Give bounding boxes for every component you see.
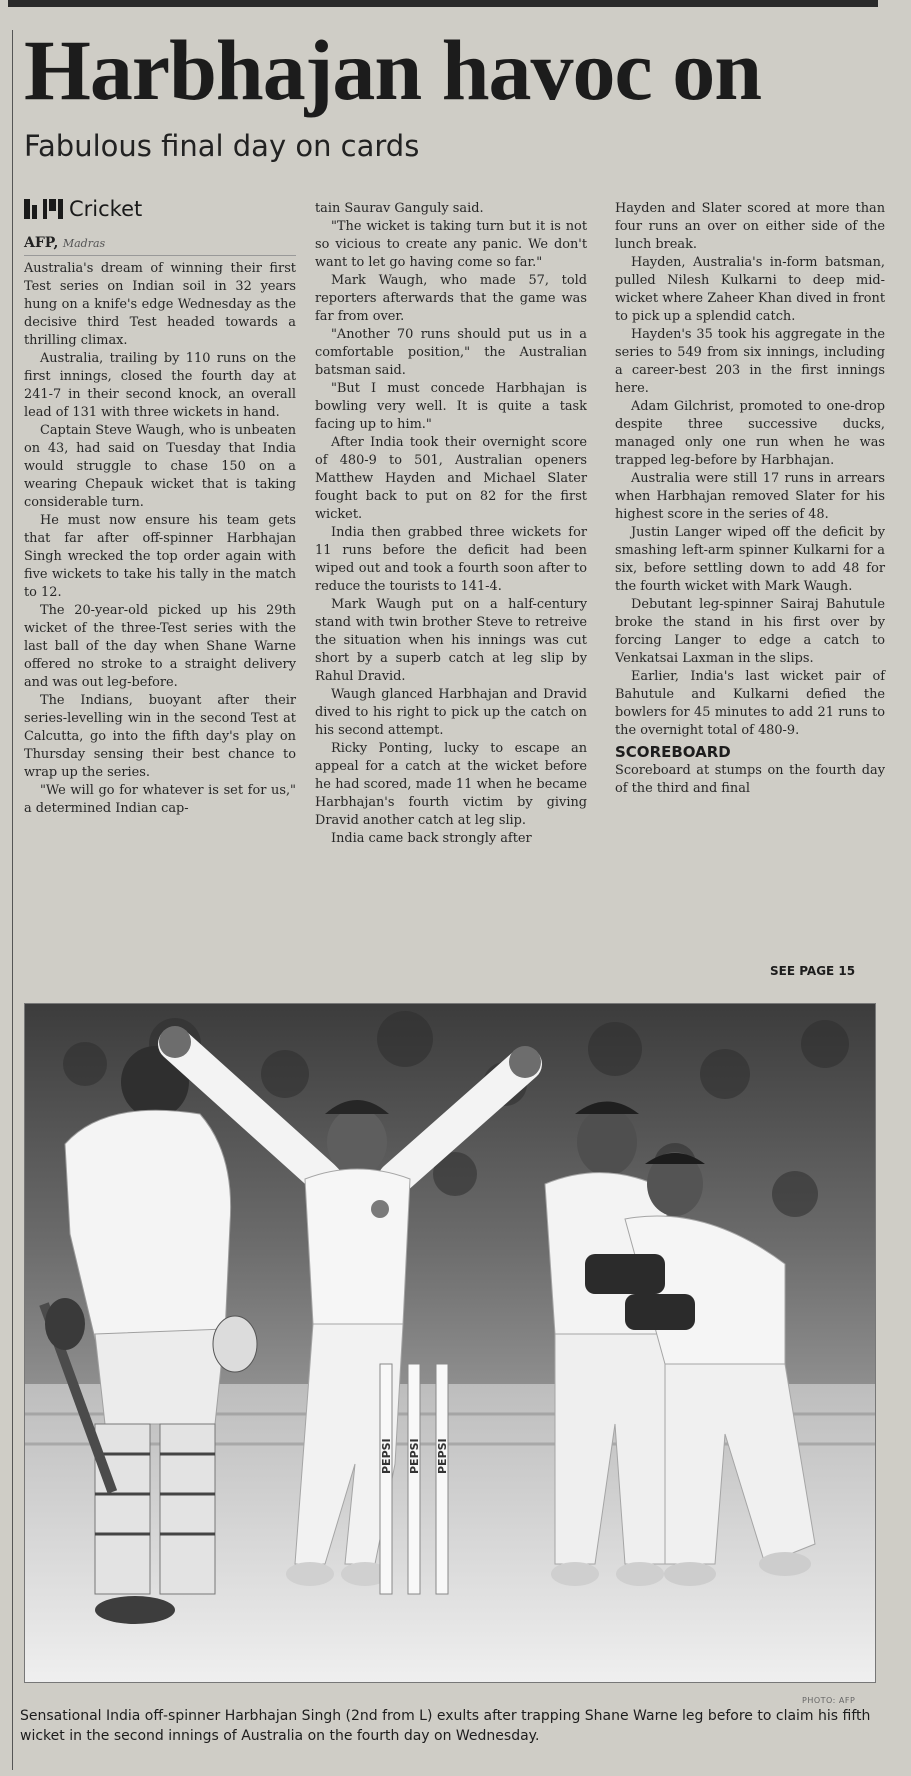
svg-text:PEPSI: PEPSI — [380, 1438, 393, 1474]
top-rule — [8, 0, 878, 7]
paragraph: tain Saurav Ganguly said. — [315, 201, 484, 216]
paragraph: Hayden's 35 took his aggregate in the series to 549 from six innings, including a career-best 203 in the first innings here. — [615, 327, 885, 396]
cricket-celebration-photo — [25, 1004, 875, 1682]
article-column-1 — [24, 260, 296, 818]
byline-divider — [24, 255, 296, 256]
paragraph: "The wicket is taking turn but it is not so vicious to create any panic. We don't want to let go having come so far." — [315, 219, 587, 270]
paragraph: Ricky Ponting, lucky to escape an appeal for a catch at the wicket before he had scored, made 11 when he became Harbhajan's fourth victim by giving Dravid another catch at leg slip. — [315, 741, 587, 828]
paragraph: Hayden, Australia's in-form batsman, pulled Nilesh Kulkarni to deep mid-wicket where Zaheer Khan dived in front to pick up a splendid catch. — [615, 255, 885, 324]
paragraph: Adam Gilchrist, promoted to one-drop despite three successive ducks, managed only one run when he was trapped leg-before by Harbhajan. — [615, 399, 885, 468]
paragraph: Australia were still 17 runs in arrears when Harbhajan removed Slater for his highest score in the series of 48. — [615, 471, 885, 522]
scoreboard-text: Scoreboard at stumps on the fourth day of the third and final — [615, 763, 885, 796]
byline — [24, 234, 105, 253]
photo-credit: PHOTO: AFP — [802, 1696, 856, 1705]
svg-text:PEPSI: PEPSI — [436, 1438, 449, 1474]
paragraph: India then grabbed three wickets for 11 runs before the deficit had been wiped out and took a fourth soon after to reduce the tourists to 141-4. — [315, 525, 587, 594]
paragraph: "We will go for whatever is set for us," a determined Indian cap- — [24, 783, 296, 816]
paragraph: "Another 70 runs should put us in a comfortable position," the Australian batsman said. — [315, 327, 587, 378]
see-page-link[interactable]: SEE PAGE 15 — [770, 964, 856, 978]
scoreboard-heading: SCOREBOARD — [615, 743, 731, 761]
byline-place: Madras — [62, 237, 106, 250]
paragraph: Mark Waugh put on a half-century stand with twin brother Steve to retreive the situation when his innings was cut short by a superb catch at leg slip by Rahul Dravid. — [315, 597, 587, 684]
paragraph: Waugh glanced Harbhajan and Dravid dived to his right to pick up the catch on his second attempt. — [315, 687, 587, 738]
paragraph: India came back strongly after — [331, 831, 532, 846]
subheadline: Fabulous final day on cards — [24, 129, 420, 163]
photo-caption: Sensational India off-spinner Harbhajan Singh (2nd from L) exults after trapping Shane Warne leg before to claim his fifth wicket in the second innings of Australia on the fourth day on Wednesday. — [20, 1708, 871, 1744]
paragraph: Captain Steve Waugh, who is unbeaten on 43, had said on Tuesday that India would struggle to chase 150 on a wearing Chepauk wicket that is taking considerable turn. — [24, 423, 297, 510]
paragraph: Australia's dream of winning their first Test series on Indian soil in 32 years hung on a knife's edge Wednesday as the decisive third Test headed towards a thrilling climax. — [24, 261, 296, 348]
article-column-3 — [615, 200, 885, 798]
paragraph: He must now ensure his team gets that far after off-spinner Harbhajan Singh wrecked the top order again with five wickets to take his tally in the match to 12. — [24, 513, 296, 600]
column-rule — [12, 30, 13, 1770]
paragraph: Earlier, India's last wicket pair of Bahutule and Kulkarni defied the bowlers for 45 minutes to add 21 runs to the overnight total of 480-9. — [615, 669, 885, 738]
paragraph: Justin Langer wiped off the deficit by smashing left-arm spinner Kulkarni for a six, before settling down to add 48 for the fourth wicket with Mark Waugh. — [615, 525, 885, 594]
section-tag — [24, 197, 142, 221]
headline: Harbhajan havoc on — [24, 22, 762, 118]
paragraph: Mark Waugh, who made 57, told reporters afterwards that the game was far from over. — [315, 273, 587, 324]
news-photo — [24, 1003, 876, 1683]
stumps — [380, 1364, 449, 1594]
section-label: Cricket — [69, 197, 143, 221]
byline-source: AFP, — [24, 235, 59, 251]
paragraph: The 20-year-old picked up his 29th wicket of the three-Test series with the last ball of the day when Shane Warne offered no stroke to a straight delivery and was out leg-before. — [24, 603, 296, 690]
section-logo-icon — [24, 199, 63, 219]
article-column-2 — [315, 200, 587, 848]
paragraph: "But I must concede Harbhajan is bowling very well. It is quite a task facing up to him." — [315, 381, 587, 432]
svg-text:PEPSI: PEPSI — [408, 1438, 421, 1474]
paragraph: The Indians, buoyant after their series-levelling win in the second Test at Calcutta, go into the fifth day's play on Thursday sensing their best chance to wrap up the series. — [24, 693, 296, 780]
paragraph: Hayden and Slater scored at more than four runs an over on either side of the lunch break. — [615, 201, 885, 252]
paragraph: After India took their overnight score of 480-9 to 501, Australian openers Matthew Hayden and Michael Slater fought back to put on 82 for the first wicket. — [315, 435, 587, 522]
paragraph: Debutant leg-spinner Sairaj Bahutule broke the stand in his first over by forcing Langer to edge a catch to Venkatsai Laxman in the slips. — [615, 597, 885, 666]
paragraph: Australia, trailing by 110 runs on the first innings, closed the fourth day at 241-7 in their second knock, an overall lead of 131 with three wickets in hand. — [24, 351, 296, 420]
